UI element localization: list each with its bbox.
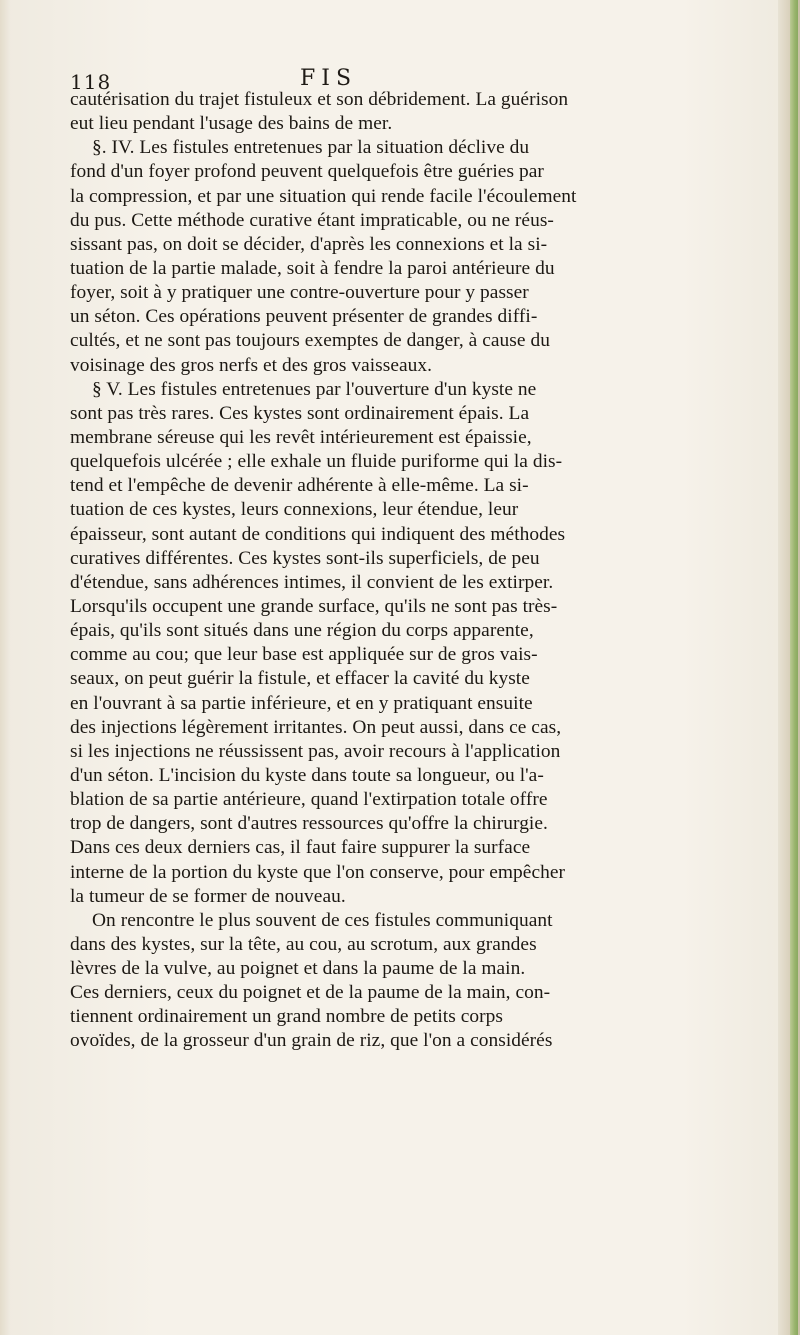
text-line: foyer, soit à y pratiquer une contre-ouverture pour y passer: [70, 282, 529, 304]
text-line: trop de dangers, sont d'autres ressources qu'offre la chirurgie.: [70, 813, 548, 835]
text-line: tiennent ordinairement un grand nombre de petits corps: [70, 1006, 503, 1028]
text-line: sissant pas, on doit se décider, d'après les connexions et la si-: [70, 233, 548, 255]
text-line: tend et l'empêche de devenir adhérente à elle-même. La si-: [70, 475, 529, 497]
text-line: sont pas très rares. Ces kystes sont ordinairement épais. La: [70, 402, 530, 424]
text-line: un séton. Ces opérations peuvent présenter de grandes diffi-: [70, 306, 538, 328]
text-line: épais, qu'ils sont situés dans une région du corps apparente,: [70, 620, 534, 642]
text-line: d'étendue, sans adhérences intimes, il convient de les extirper.: [70, 571, 554, 593]
text-line: si les injections ne réussissent pas, avoir recours à l'application: [70, 740, 561, 762]
text-line: d'un séton. L'incision du kyste dans toute sa longueur, ou l'a-: [70, 764, 544, 786]
text-line: en l'ouvrant à sa partie inférieure, et en y pratiquant ensuite: [70, 692, 533, 714]
text-line: Dans ces deux derniers cas, il faut faire suppurer la surface: [70, 837, 531, 859]
text-line: la tumeur de se former de nouveau.: [70, 885, 346, 907]
text-line: tuation de ces kystes, leurs connexions, leur étendue, leur: [70, 499, 519, 521]
text-line: §. IV. Les fistules entretenues par la situation déclive du: [92, 137, 530, 159]
running-head: FIS: [300, 66, 358, 91]
book-edge-strip: [790, 0, 798, 1335]
text-line: Lorsqu'ils occupent une grande surface, qu'ils ne sont pas très-: [70, 595, 558, 617]
text-line: ovoïdes, de la grosseur d'un grain de riz, que l'on a considérés: [70, 1030, 553, 1052]
text-line: cautérisation du trajet fistuleux et son débridement. La guérison: [70, 89, 569, 110]
text-line: fond d'un foyer profond peuvent quelquefois être guéries par: [70, 161, 544, 183]
text-line: eut lieu pendant l'usage des bains de mer.: [70, 113, 393, 135]
text-line: des injections légèrement irritantes. On peut aussi, dans ce cas,: [70, 716, 562, 738]
text-line: dans des kystes, sur la tête, au cou, au scrotum, aux grandes: [70, 933, 537, 955]
text-line: On rencontre le plus souvent de ces fistules communiquant: [92, 909, 553, 931]
text-line: blation de sa partie antérieure, quand l'extirpation totale offre: [70, 789, 548, 811]
page-right-edge: [778, 0, 800, 1335]
text-line: la compression, et par une situation qui rende facile l'écoulement: [70, 185, 577, 207]
page-left-margin: [0, 0, 10, 1335]
text-line: curatives différentes. Ces kystes sont-ils superficiels, de peu: [70, 547, 540, 569]
text-line: quelquefois ulcérée ; elle exhale un fluide puriforme qui la dis-: [70, 451, 563, 473]
text-line: tuation de la partie malade, soit à fendre la paroi antérieure du: [70, 257, 555, 279]
body-text: [70, 88, 730, 1054]
text-line: interne de la portion du kyste que l'on conserve, pour empêcher: [70, 861, 566, 883]
text-line: seaux, on peut guérir la fistule, et effacer la cavité du kyste: [70, 668, 530, 690]
text-line: comme au cou; que leur base est appliquée sur de gros vais-: [70, 644, 538, 666]
text-line: § V. Les fistules entretenues par l'ouverture d'un kyste ne: [92, 378, 537, 400]
text-line: cultés, et ne sont pas toujours exemptes de danger, à cause du: [70, 330, 550, 352]
text-line: membrane séreuse qui les revêt intérieurement est épaissie,: [70, 426, 532, 448]
text-line: Ces derniers, ceux du poignet et de la paume de la main, con-: [70, 982, 551, 1004]
text-line: épaisseur, sont autant de conditions qui indiquent des méthodes: [70, 523, 566, 545]
text-line: voisinage des gros nerfs et des gros vaisseaux.: [70, 354, 433, 376]
text-line: du pus. Cette méthode curative étant impraticable, ou ne réus-: [70, 209, 554, 231]
text-line: lèvres de la vulve, au poignet et dans la paume de la main.: [70, 958, 526, 980]
page-number: 118: [70, 70, 112, 94]
